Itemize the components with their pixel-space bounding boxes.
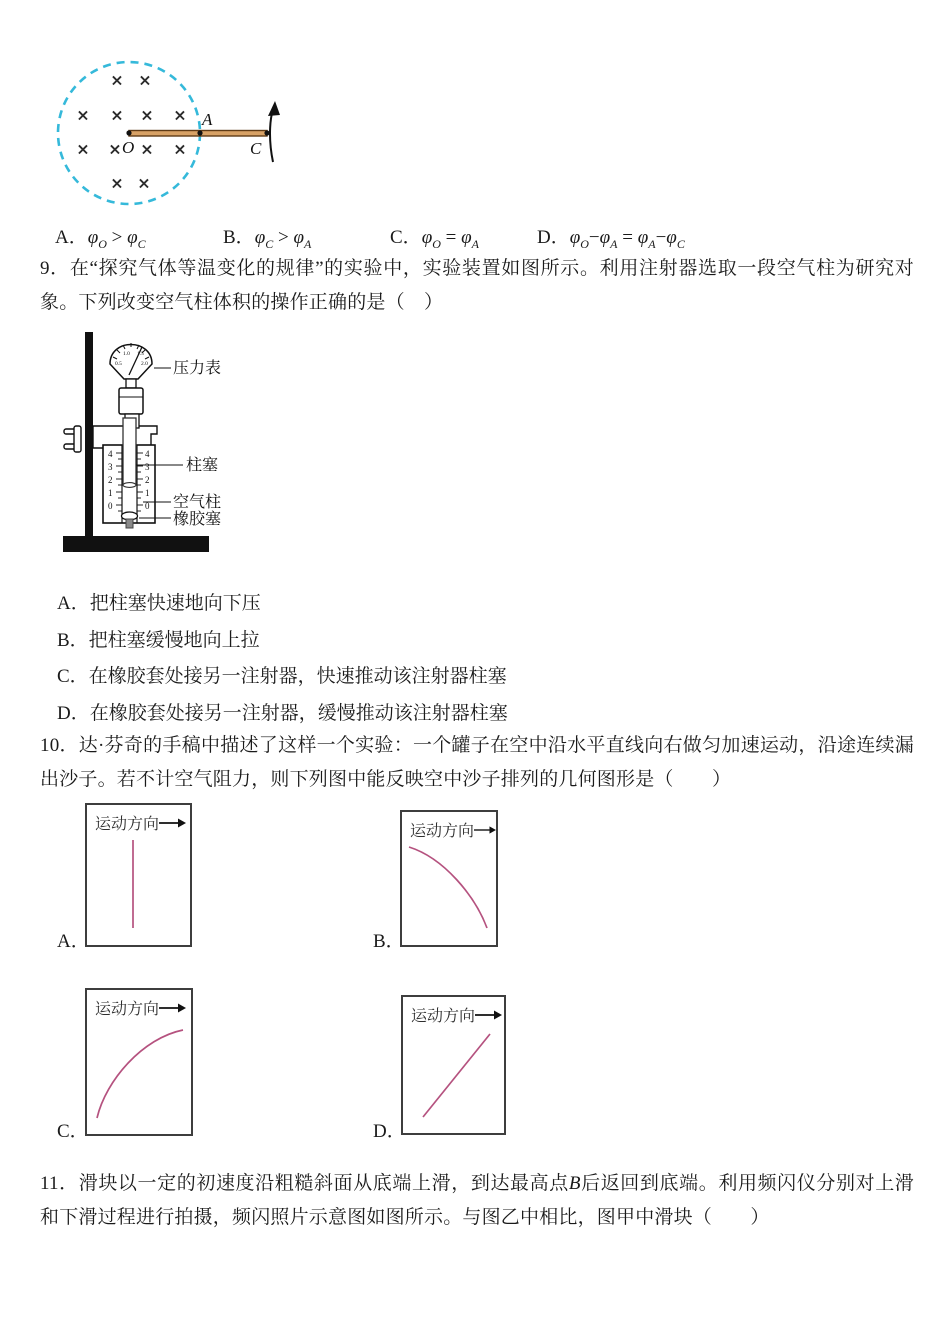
svg-text:0.5: 0.5 (115, 361, 122, 367)
svg-text:×: × (110, 173, 124, 193)
q9-option-c: C．在橡胶套处接另一注射器，快速推动该注射器柱塞 (57, 666, 507, 687)
direction-label: 运动方向 (95, 816, 160, 833)
svg-text:×: × (140, 139, 154, 159)
q10-panel-c-label: C． (57, 1121, 89, 1142)
q11-stem: 11．滑块以一定的初速度沿粗糙斜面从底端上滑，到达最高点B后返回到底端。利用频闪仪分别对上滑和下滑过程进行拍摄，频闪照片示意图如图所示。与图乙中相比，图甲中滑块（ ） (40, 1173, 914, 1228)
q9-apparatus-figure (55, 330, 315, 565)
q8-option-a: A．$\varphi_O > \varphi_C$ (55, 227, 146, 251)
sand-curve-b (409, 847, 487, 928)
svg-text:×: × (76, 105, 90, 125)
svg-text:1.5: 1.5 (137, 351, 144, 357)
q8-magnetic-field-figure (38, 55, 358, 225)
q10-panel-a-label: A． (57, 931, 90, 952)
air-column-label: 空气柱 (173, 494, 222, 511)
svg-text:1.0: 1.0 (123, 351, 130, 357)
svg-text:0: 0 (145, 501, 150, 511)
svg-text:×: × (110, 70, 124, 90)
q9-options (57, 586, 508, 732)
svg-text:2: 2 (145, 475, 150, 485)
sand-curve-d (423, 1034, 490, 1117)
q8-option-b: B．$\varphi_C > \varphi_A$ (223, 227, 312, 251)
right-arrow-icon (159, 817, 186, 829)
stand-pole (85, 332, 93, 552)
svg-text:×: × (137, 173, 151, 193)
q10-panel-b-label: B． (373, 931, 405, 952)
svg-text:0: 0 (108, 501, 113, 511)
q9-option-a: A．把柱塞快速地向下压 (57, 593, 261, 614)
svg-text:×: × (173, 139, 187, 159)
point-c-label: C (250, 139, 262, 158)
sand-curve-c (97, 1030, 183, 1118)
q9-stem: 9．在“探究气体等温变化的规律”的实验中，实验装置如图所示。利用注射器选取一段空气柱为研究对象。下列改变空气柱体积的操作正确的是（ ） (40, 258, 914, 313)
svg-text:×: × (76, 139, 90, 159)
right-arrow-icon (475, 1009, 502, 1021)
svg-text:×: × (108, 139, 122, 159)
svg-text:×: × (140, 105, 154, 125)
direction-label: 运动方向 (410, 823, 475, 840)
svg-text:×: × (173, 105, 187, 125)
point-o-dot (126, 130, 131, 135)
svg-text:1: 1 (145, 488, 150, 498)
svg-text:2: 2 (108, 475, 113, 485)
plunger-label: 柱塞 (186, 457, 219, 474)
pressure-gauge (110, 343, 152, 428)
q10-panel-d-label: D． (373, 1121, 406, 1142)
point-a-label: A (202, 110, 213, 129)
q8-option-c: C．$\varphi_O = \varphi_A$ (390, 227, 479, 251)
stand-base (63, 536, 209, 552)
svg-text:3: 3 (145, 462, 150, 472)
point-o-label: O (122, 138, 135, 157)
q10-stem: 10．达·芬奇的手稿中描述了这样一个实验：一个罐子在空中沿水平直线向右做匀加速运动，沿途连续漏出沙子。若不计空气阻力，则下列图中能反映空中沙子排列的几何图形是（ ） (40, 735, 914, 790)
q10-panel-d (401, 995, 506, 1135)
direction-label: 运动方向 (95, 1001, 160, 1018)
svg-text:×: × (138, 70, 152, 90)
svg-text:3: 3 (108, 462, 113, 472)
gauge-label: 压力表 (173, 360, 222, 377)
stopper-label: 橡胶塞 (173, 511, 222, 528)
svg-text:2.0: 2.0 (141, 361, 148, 367)
q9-option-d: D．在橡胶套处接另一注射器，缓慢推动该注射器柱塞 (57, 702, 508, 724)
q8-option-d: D．$\varphi_O-\varphi_A = \varphi_A-\varphi_C$ (537, 227, 685, 251)
q9-option-b: B．把柱塞缓慢地向上拉 (57, 629, 260, 651)
right-arrow-icon (474, 824, 496, 836)
q10-panel-a (85, 803, 192, 947)
q10-panel-c (85, 988, 193, 1136)
right-arrow-icon (159, 1002, 186, 1014)
svg-text:4: 4 (145, 449, 150, 459)
svg-text:4: 4 (108, 449, 113, 459)
plunger (123, 418, 136, 487)
svg-text:×: × (110, 105, 124, 125)
rotation-arrow-icon (268, 101, 280, 162)
direction-label: 运动方向 (411, 1008, 476, 1025)
q10-panel-b (400, 810, 498, 947)
point-a-dot (197, 130, 202, 135)
svg-text:1: 1 (108, 488, 113, 498)
